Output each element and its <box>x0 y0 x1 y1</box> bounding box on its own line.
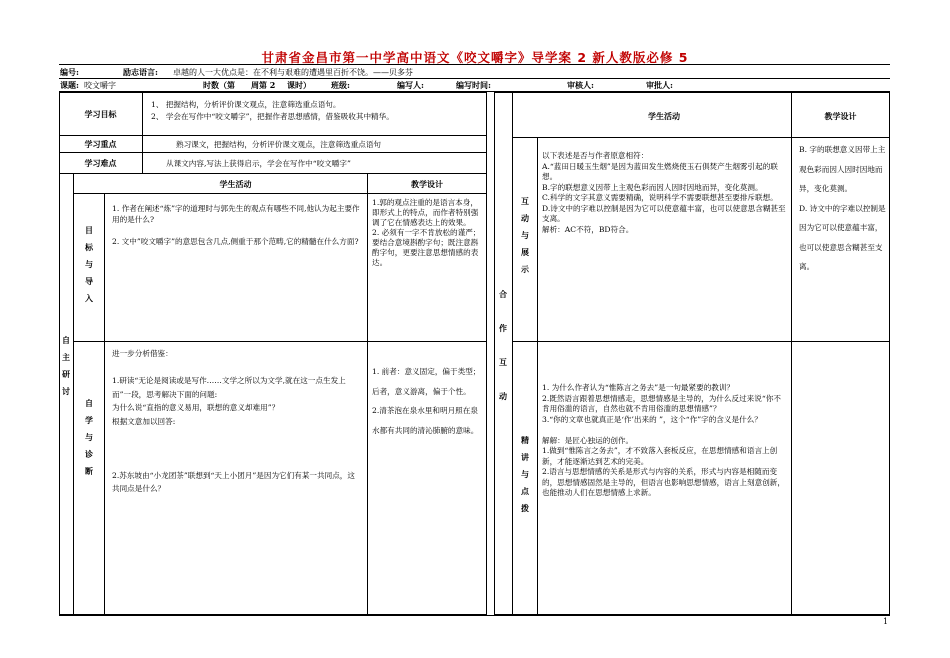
row-divider-keypoints <box>59 152 487 153</box>
class-label: 班级: <box>331 80 350 90</box>
period-label: 课时） <box>287 80 311 90</box>
cooperate-side-label: 合 作 互 动 <box>499 289 507 401</box>
diagnose-label: 自 学 与 诊 断 <box>85 398 93 476</box>
row-divider-difficulties <box>59 173 487 174</box>
keypoints-label: 学习重点 <box>84 139 117 149</box>
difficulties-label: 学习难点 <box>84 158 117 168</box>
left-label-divider <box>142 92 143 173</box>
lecture-label: 精 讲 与 点 拨 <box>521 435 529 513</box>
interact-student-text: 以下表述是否与作者原意相符： A.“蓝田日暖玉生烟”是因为蓝田发生燃烧使玉石俱焚产生烟雾引起的联想。 B.字的联想意义因带上主观色彩而因人因时因地而异，变化莫测。 C.科学的文字其意义需要精确，说明科学不需要联想甚至要排斥联想。 D.诗文中的字难以控制是因为它可以使意蕴丰富，也可以使意思含糊甚至支离。 解析：AC不符，BD符合。 <box>542 151 786 234</box>
motto-text: 卓越的人一大优点是：在不利与艰难的遭遇里百折不饶。——贝多芬 <box>173 68 413 77</box>
diagnose-student-text: 进一步分析借鉴： 1.研读“无论是阅读或是写作……文学之所以为文学,就在这一点生发上 而”一段，思考解决下面的问题: 为什么说“直指的意义易用，联想的意义却难用”？ 根据文意加以回答: 2.苏东坡由“小龙团茶”联想到“天上小团月”是因为它们有某一共同点，这共同点是什么？ <box>112 349 355 493</box>
approver-label: 审批人: <box>646 80 673 90</box>
written-time-label: 编写时间: <box>456 80 491 90</box>
guide-label: 目 标 与 导 入 <box>85 225 93 303</box>
self-study-label-divider <box>104 193 105 615</box>
motto-label: 励志语言: <box>123 67 158 77</box>
self-study-col-divider <box>367 173 368 615</box>
right-col-student: 学生活动 <box>648 111 680 121</box>
goal-item-2: 2、 学会在写作中“咬文嚼字”，把握作者思想感情，借鉴吸收其中精华。 <box>151 112 394 121</box>
right-col-divider <box>791 92 792 615</box>
goals-label: 学习目标 <box>84 109 117 119</box>
self-study-col-student: 学生活动 <box>219 179 252 189</box>
difficulties-text: 从课文内容,写法上获得启示，学会在写作中“咬文嚼字” <box>166 159 351 168</box>
code-label: 编号: <box>60 67 79 77</box>
header-rule-1 <box>59 78 890 79</box>
guide-student-text: 1. 作者在阐述“炼”字的道理时与郭先生的观点有哪些不同,他认为起主要作用的是什么? 2. 文中”咬文嚼字”的意思包含几点,侧重于那个范畴,它的精髓在什么方面? <box>112 204 360 246</box>
interact-design-text: B. 字的联想意义因带上主观色彩而因人因时因地而异，变化莫测。 D. 诗文中的字难以控制是因为它可以使意蕴丰富，也可以使意思含糊甚至支离。 <box>799 145 886 271</box>
self-study-side-divider <box>73 173 74 615</box>
author-label: 编写人: <box>397 80 424 90</box>
right-header-divider <box>512 137 890 138</box>
topic-label: 课题: <box>60 80 79 90</box>
self-study-side-label: 自 主 研 讨 <box>62 335 70 396</box>
right-col-design: 教学设计 <box>824 111 857 121</box>
right-label-divider <box>537 137 538 615</box>
diagnose-design-text: 1. 前者：意义固定，偏于类型；后者，意义游离，偏于个性。 2.清茶泡在泉水里和明月照在泉水都有共同的清沁肺腑的意味。 <box>372 367 481 435</box>
lecture-student-text: 1. 为什么作者认为“惟陈言之务去”是一句最紧要的教训？ 2.既然语言跟着思想情感走，思想情感是主导的，为什么反过来说“你不肯用俗滥的语言，自然也就不肯用俗滥的思想情感”？ 3.“你的文章也就真正是‘作’出来的 ”，这个“作”字的含义是什么？ 解解：是匠心独运的创作。 1.做到“惟陈言之务去”，才不致落入套板反应，在思想情感和语言上创新，才能逐渐达到艺术的完美。 2.语言与思想情感的关系是形式与内容的关系，形式与内容是相随而变的，思想情感固然是主导的，但语言也影响思想情感，语言上刻意创新，也能推动人们在思想情感上求新。 <box>542 383 785 497</box>
page-number: 1 <box>883 617 889 626</box>
self-study-row-divider <box>73 341 487 342</box>
interact-label: 互 动 与 展 示 <box>521 196 529 274</box>
footer-rule <box>59 615 890 616</box>
self-study-header-divider <box>73 193 487 194</box>
goal-item-1: 1、 把握结构，分析评价课文观点，注意筛选重点语句。 <box>151 100 341 109</box>
self-study-col-design: 教学设计 <box>411 179 443 189</box>
reviewer-label: 审核人: <box>567 80 594 90</box>
time-label: 时数（第 <box>203 80 235 90</box>
document-title: 甘肃省金昌市第一中学高中语文《咬文嚼字》导学案 2 新人教版必修 5 <box>261 50 689 65</box>
week-label: 周第 2 <box>251 80 276 90</box>
topic-value: 咬文嚼字 <box>84 81 116 90</box>
right-row-divider <box>512 341 890 342</box>
row-divider-goals <box>59 135 487 136</box>
guide-design-text: 1.郭的观点注重的是语言本身，即形式上的特点，而作者特别强调了它在情感表达上的效果。 2. 必须有一字不肯放松的谨严；要结合意境斟酌字句；既注意斟酌字句，更要注意思想情感的表达。 <box>372 198 481 267</box>
keypoints-text: 熟习课文，把握结构，分析评价课文观点，注意筛选重点语句 <box>176 140 382 149</box>
right-side-divider <box>512 92 513 615</box>
title-rule-top <box>59 64 890 65</box>
